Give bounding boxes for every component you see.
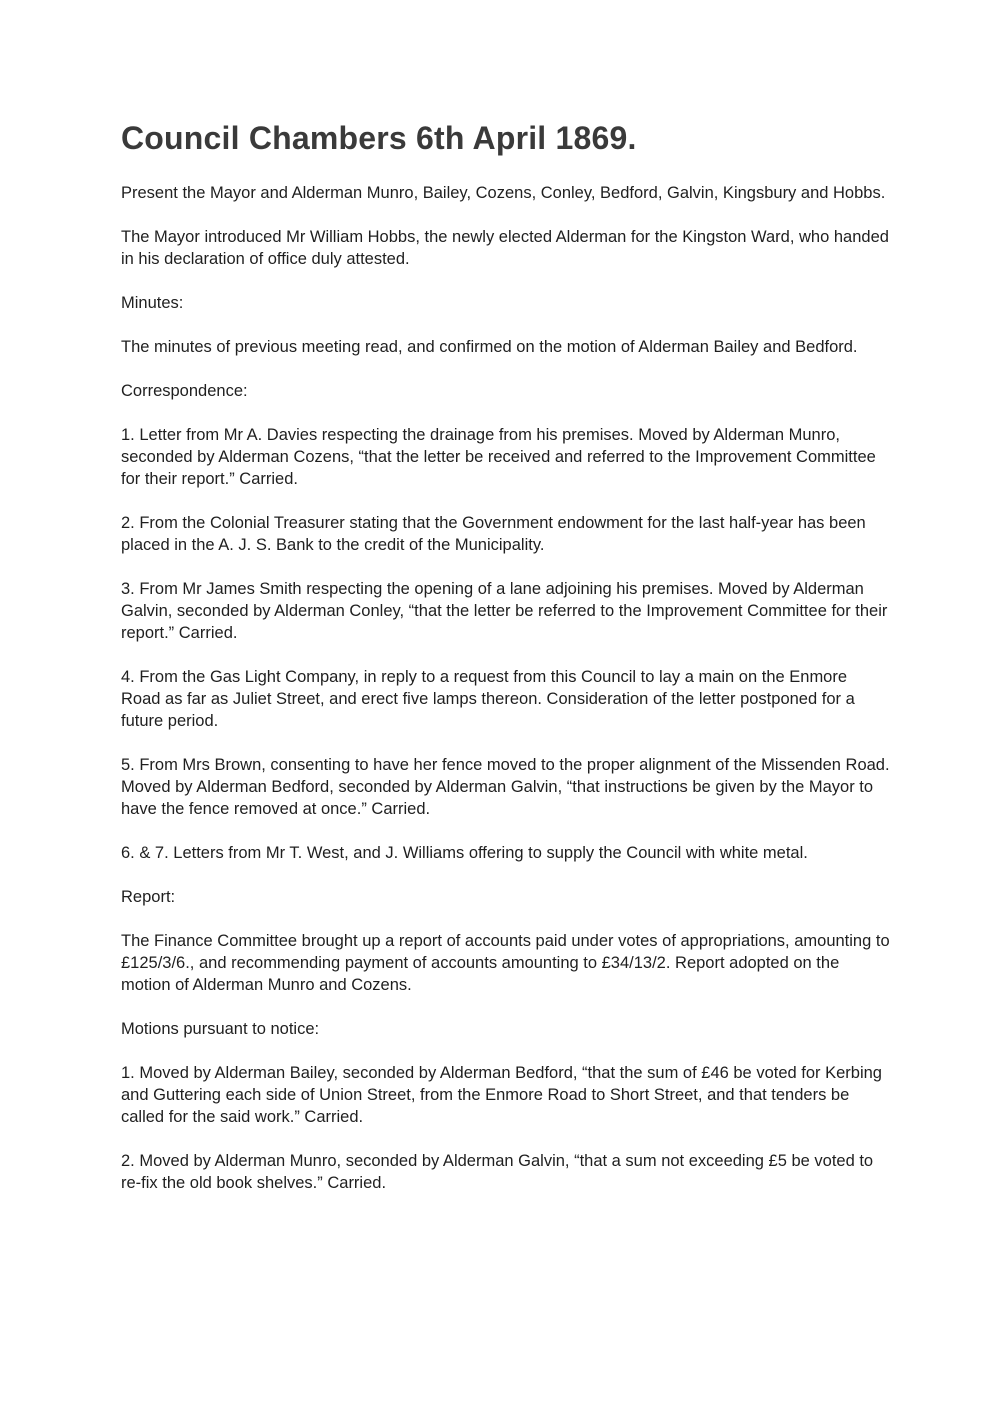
correspondence-item-1: 1. Letter from Mr A. Davies respecting the drainage from his premises. Moved by Alderman Munro, seconded by Alderman Cozens, “that the letter be received and referred to the Improvement Committee for their report.” Carried.: [121, 426, 876, 488]
correspondence-item-4: 4. From the Gas Light Company, in reply to a request from this Council to lay a main on the Enmore Road as far as Juliet Street, and erect five lamps thereon. Consideration of the letter postponed for a future period.: [121, 668, 855, 730]
section-heading-motions: Motions pursuant to notice:: [121, 1020, 320, 1038]
correspondence-item-6-7: 6. & 7. Letters from Mr T. West, and J. Williams offering to supply the Council with white metal.: [121, 844, 808, 862]
introduction-paragraph: The Mayor introduced Mr William Hobbs, the newly elected Alderman for the Kingston Ward, who handed in his declaration of office duly attested.: [121, 228, 889, 268]
attendance-paragraph: Present the Mayor and Alderman Munro, Bailey, Cozens, Conley, Bedford, Galvin, Kingsbury and Hobbs.: [121, 184, 886, 202]
section-heading-minutes: Minutes:: [121, 294, 184, 312]
section-heading-report: Report:: [121, 888, 176, 906]
correspondence-item-2: 2. From the Colonial Treasurer stating that the Government endowment for the last half-year has been placed in the A. J. S. Bank to the credit of the Municipality.: [121, 514, 866, 554]
motion-item-2: 2. Moved by Alderman Munro, seconded by Alderman Galvin, “that a sum not exceeding £5 be voted to re-fix the old book shelves.” Carried.: [121, 1152, 874, 1192]
minutes-paragraph: The minutes of previous meeting read, and confirmed on the motion of Alderman Bailey and Bedford.: [121, 338, 858, 356]
document-page: [121, 118, 891, 1216]
page-title: Council Chambers 6th April 1869.: [121, 120, 637, 156]
motion-item-1: 1. Moved by Alderman Bailey, seconded by Alderman Bedford, “that the sum of £46 be voted for Kerbing and Guttering each side of Union Street, from the Enmore Road to Short Street, and that tenders be called for the said work.” Carried.: [121, 1064, 882, 1126]
correspondence-item-5: 5. From Mrs Brown, consenting to have her fence moved to the proper alignment of the Missenden Road. Moved by Alderman Bedford, seconded by Alderman Galvin, “that instructions be given by the Mayor to have the fence removed at once.” Carried.: [121, 756, 890, 818]
correspondence-item-3: 3. From Mr James Smith respecting the opening of a lane adjoining his premises. Moved by Alderman Galvin, seconded by Alderman Conley, “that the letter be referred to the Improvement Committee for their report.” Carried.: [121, 580, 888, 642]
report-paragraph: The Finance Committee brought up a report of accounts paid under votes of appropriations, amounting to £125/3/6., and recommending payment of accounts amounting to £34/13/2. Report adopted on the motion of Alderman Munro and Cozens.: [121, 932, 890, 994]
section-heading-correspondence: Correspondence:: [121, 382, 248, 400]
